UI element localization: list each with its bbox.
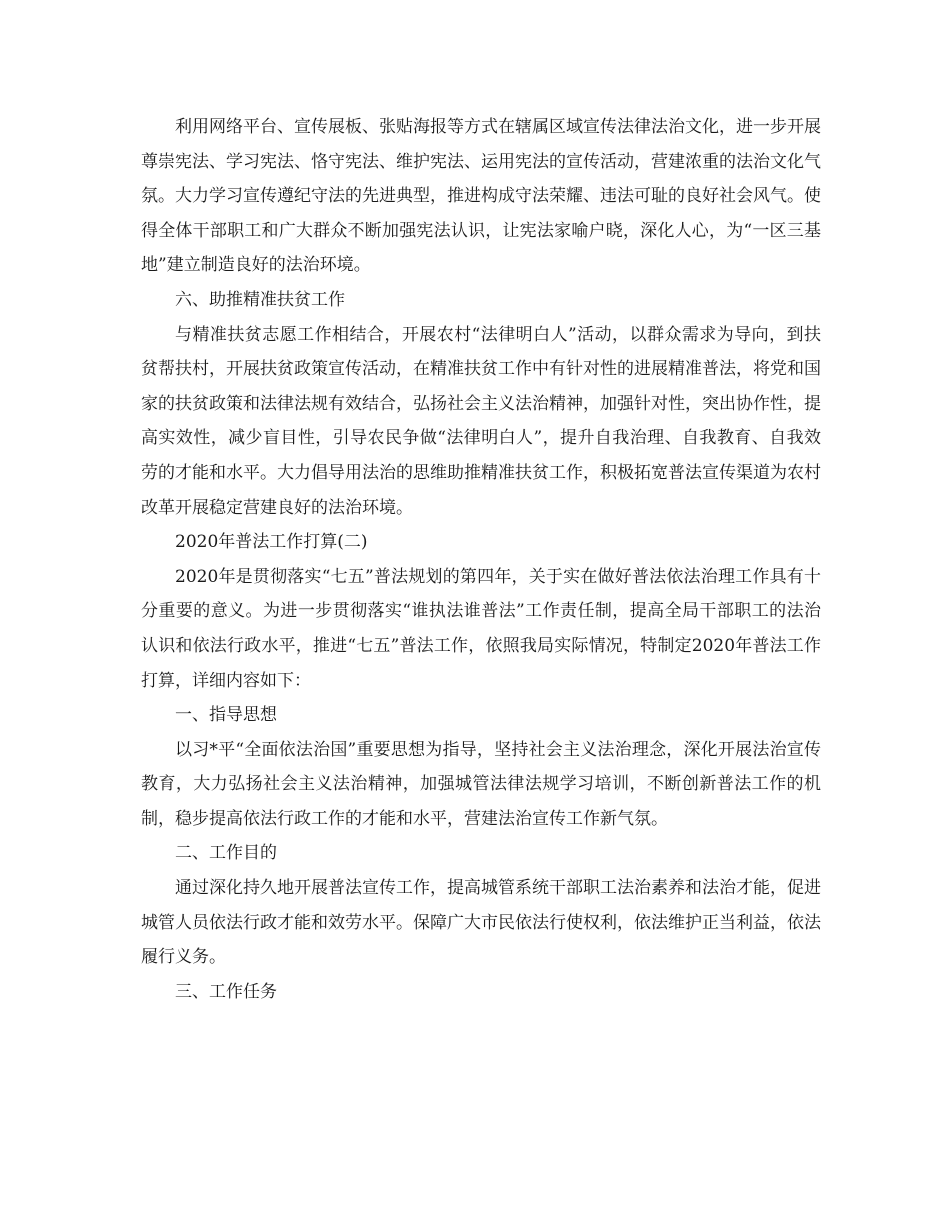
- paragraph-guiding-ideology: 以习*平“全面依法治国”重要思想为指导，坚持社会主义法治理念，深化开展法治宣传教育，大力弘扬社会主义法治精神，加强城管法律法规学习培训，不断创新普法工作的机制，稳步提高依法行政工作的才能和水平，营建法治宣传工作新气氛。: [141, 739, 821, 829]
- paragraph-publicity-activities: 利用网络平台、宣传展板、张贴海报等方式在辖属区域宣传法律法治文化，进一步开展尊崇宪法、学习宪法、恪守宪法、维护宪法、运用宪法的宣传活动，营建浓重的法治文化气氛。大力学习宣传遵纪守法的先进典型，推进构成守法荣耀、违法可耻的良好社会风气。使得全体干部职工和广大群众不断加强宪法认识，让宪法家喻户晓，深化人心，为“一区三基地”建立制造良好的法治环境。: [141, 117, 821, 276]
- document-body: [141, 110, 821, 1009]
- paragraph-poverty-alleviation: 与精准扶贫志愿工作相结合，开展农村“法律明白人”活动，以群众需求为导向，到扶贫帮扶村，开展扶贫政策宣传活动，在精准扶贫工作中有针对性的进展精准普法，将党和国家的扶贫政策和法律法规有效结合，弘扬社会主义法治精神，加强针对性，突出协作性，提高实效性，减少盲目性，引导农民争做“法律明白人”，提升自我治理、自我教育、自我效劳的才能和水平。大力倡导用法治的思维助推精准扶贫工作，积极拓宽普法宣传渠道为农村改革开展稳定营建良好的法治环境。: [141, 324, 821, 518]
- heading-guiding-ideology: 一、指导思想: [175, 705, 277, 726]
- paragraph-plan-intro: 2020年是贯彻落实“七五”普法规划的第四年，关于实在做好普法依法治理工作具有十分重要的意义。为进一步贯彻落实“谁执法谁普法”工作责任制，提高全局干部职工的法治认识和依法行政水平，推进“七五”普法工作，依照我局实际情况，特制定2020年普法工作打算，详细内容如下：: [141, 566, 821, 691]
- heading-work-objective: 二、工作目的: [175, 843, 277, 864]
- heading-plan-title: 2020年普法工作打算(二): [175, 532, 368, 553]
- heading-work-tasks: 三、工作任务: [175, 981, 277, 1002]
- heading-poverty-alleviation: 六、助推精准扶贫工作: [175, 289, 345, 310]
- paragraph-work-objective: 通过深化持久地开展普法宣传工作，提高城管系统干部职工法治素养和法治才能，促进城管人员依法行政才能和效劳水平。保障广大市民依法行使权利，依法维护正当利益，依法履行义务。: [141, 878, 821, 968]
